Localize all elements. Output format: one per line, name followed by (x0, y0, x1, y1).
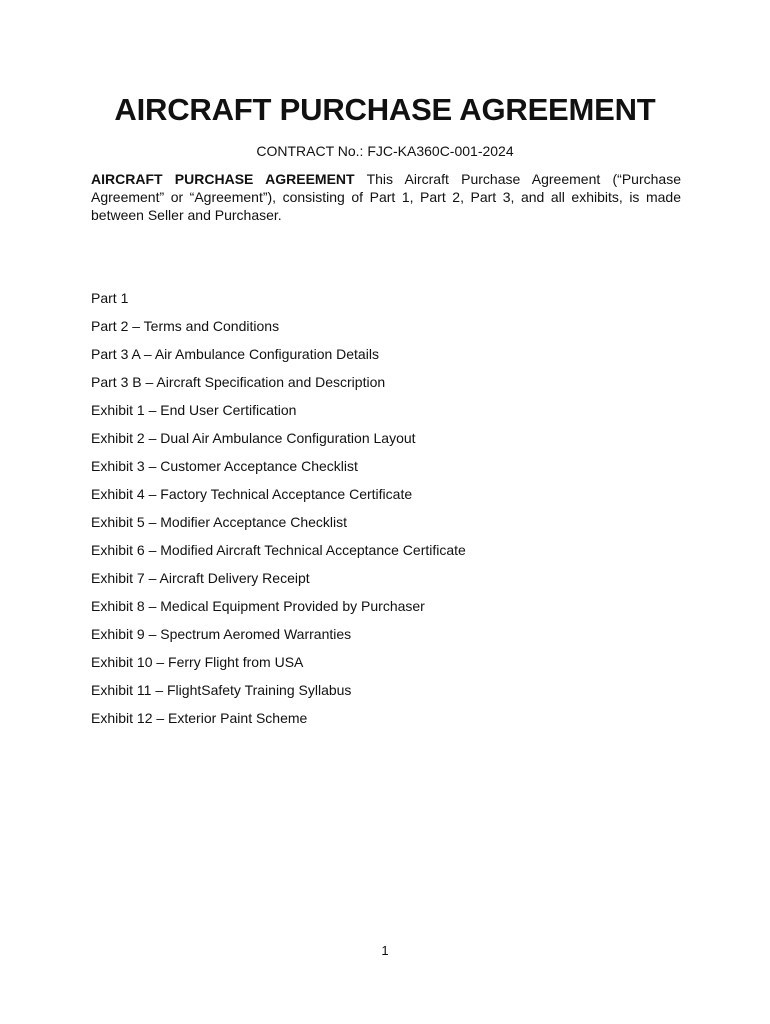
contents-item: Exhibit 11 – FlightSafety Training Syllabus (91, 682, 352, 698)
contents-item: Part 2 – Terms and Conditions (91, 318, 280, 334)
contract-number: CONTRACT No.: FJC-KA360C-001-2024 (256, 143, 514, 159)
contents-item: Exhibit 2 – Dual Air Ambulance Configuration Layout (91, 430, 416, 446)
intro-bold-lead: AIRCRAFT PURCHASE AGREEMENT (91, 171, 355, 187)
document-title: AIRCRAFT PURCHASE AGREEMENT (114, 92, 656, 127)
intro-paragraph (91, 170, 681, 224)
contents-item: Exhibit 12 – Exterior Paint Scheme (91, 710, 308, 726)
contents-item: Exhibit 9 – Spectrum Aeromed Warranties (91, 626, 352, 642)
contents-item: Part 1 (91, 290, 129, 306)
contents-item: Part 3 B – Aircraft Specification and Description (91, 374, 386, 390)
intro-body: This Aircraft Purchase Agreement (“Purchase Agreement” or “Agreement”), consisting of Part 1, Part 2, Part 3, and all exhibits, is made between Seller and Purchaser. (91, 171, 681, 223)
contents-item: Exhibit 7 – Aircraft Delivery Receipt (91, 570, 310, 586)
contents-list (91, 289, 691, 737)
contents-item: Exhibit 1 – End User Certification (91, 402, 297, 418)
page-number: 1 (381, 943, 389, 958)
contents-item: Exhibit 3 – Customer Acceptance Checklist (91, 458, 358, 474)
contents-item: Part 3 A – Air Ambulance Configuration Details (91, 346, 379, 362)
contents-item: Exhibit 10 – Ferry Flight from USA (91, 654, 304, 670)
contents-item: Exhibit 5 – Modifier Acceptance Checklist (91, 514, 348, 530)
contents-item: Exhibit 6 – Modified Aircraft Technical Acceptance Certificate (91, 542, 466, 558)
contents-item: Exhibit 4 – Factory Technical Acceptance Certificate (91, 486, 413, 502)
contents-item: Exhibit 8 – Medical Equipment Provided by Purchaser (91, 598, 425, 614)
